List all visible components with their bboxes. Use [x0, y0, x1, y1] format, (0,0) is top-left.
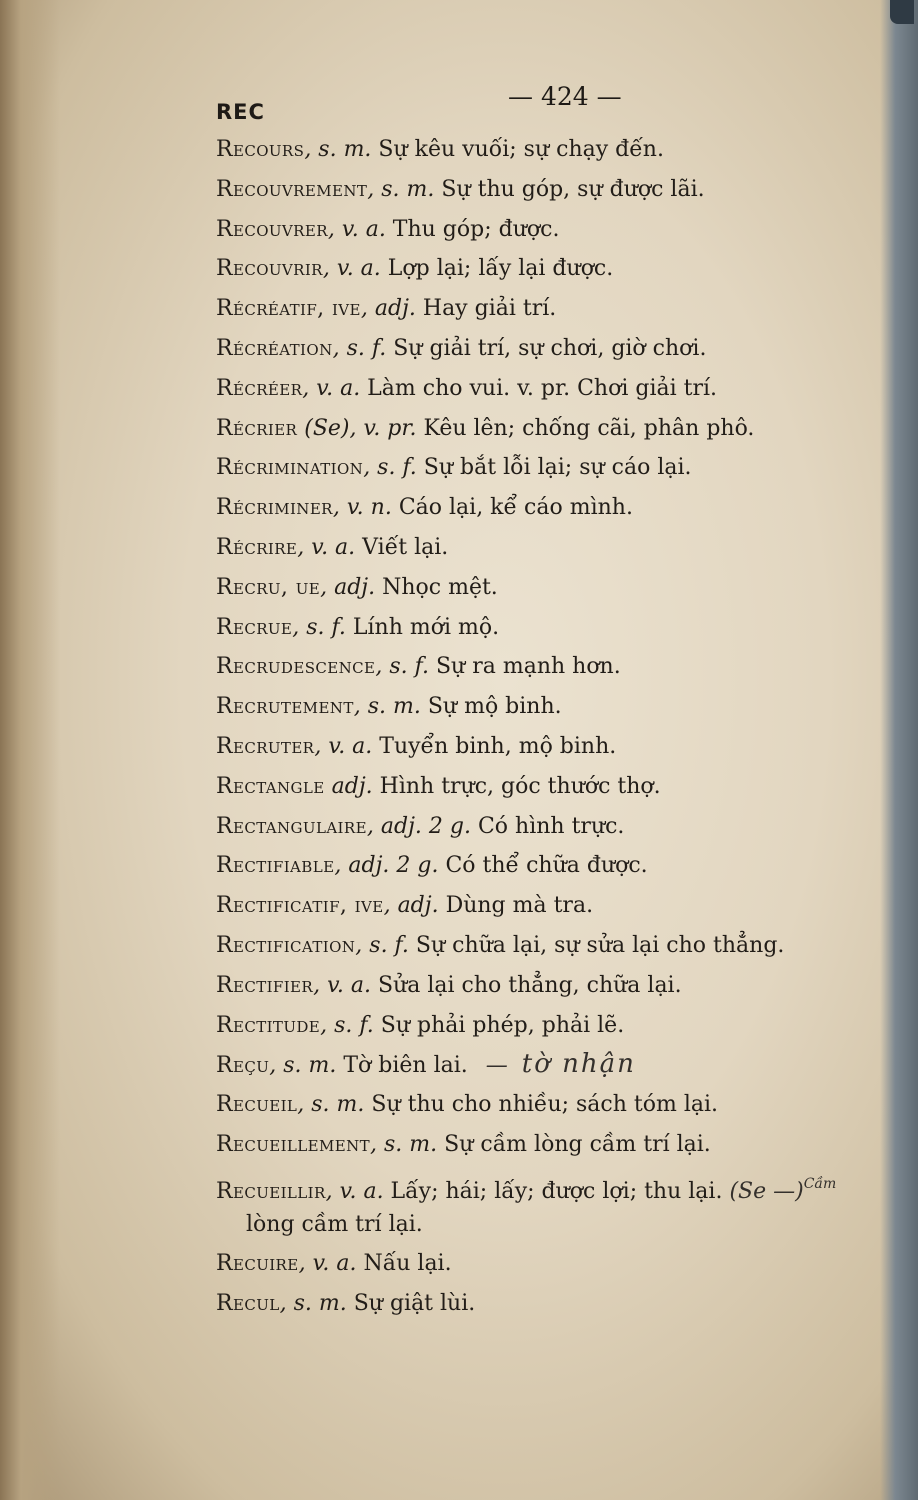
dictionary-entries [216, 130, 876, 1324]
definition: Viết lại. [355, 534, 449, 560]
grammar-label: , s. f. [292, 614, 346, 640]
headword: Récréer [216, 375, 303, 401]
grammar-label: , v. a. [327, 216, 386, 242]
definition: Sự giật lùi. [346, 1291, 476, 1317]
definition: Sự thu cho nhiều; sách tóm lại. [364, 1092, 719, 1118]
definition: Sửa lại cho thẳng, chữa lại. [371, 972, 682, 998]
definition: Sự giải trí, sự chơi, giờ chơi. [386, 335, 707, 361]
binding-shadow [0, 0, 60, 1500]
grammar-label: , v. a. [325, 1178, 384, 1204]
definition: Thu góp; được. [385, 216, 560, 242]
definition: Sự ra mạnh hơn. [428, 654, 621, 680]
grammar-label: , v. a. [314, 733, 373, 759]
definition: Lấy; hái; lấy; được lợi; thu lại. [383, 1178, 723, 1204]
definition: Tuyển binh, mộ binh. [372, 733, 617, 759]
grammar-label: , s. m. [370, 1131, 438, 1157]
headword: Récrier [216, 415, 298, 441]
definition: Có thể chữa được. [438, 853, 648, 879]
definition: Sự kêu vuối; sự chạy đến. [371, 137, 664, 162]
grammar-label: , s. m. [297, 1092, 365, 1118]
definition: Nhọc mệt. [375, 574, 498, 600]
grammar-label: , s. m. [367, 176, 435, 202]
dictionary-entry [216, 966, 876, 1006]
grammar-label: , adj. 2 g. [334, 853, 439, 879]
headword: Recouvrement [216, 176, 368, 202]
dictionary-entry [216, 886, 876, 926]
definition: Tờ biên lai. [336, 1053, 468, 1079]
headword: Rectificatif, ive [216, 893, 384, 919]
headword: Recouvrir [216, 256, 323, 282]
grammar-label: (Se), v. pr. [297, 415, 417, 441]
definition: Có hình trực. [470, 813, 625, 839]
dictionary-entry [216, 170, 876, 210]
headword: Reçu [216, 1053, 270, 1079]
definition: Lợp lại; lấy lại được. [380, 256, 614, 282]
definition: Hình trực, góc thước thợ. [372, 773, 661, 799]
handwritten-note: tờ nhận [521, 1049, 636, 1080]
grammar-label: , v. a. [322, 256, 381, 282]
headword: Recrue [216, 614, 293, 640]
dictionary-entry [216, 846, 876, 886]
dictionary-entry [216, 727, 876, 767]
grammar-label: , v. a. [313, 972, 372, 998]
headword: Recueil [216, 1092, 298, 1118]
definition: Sự phải phép, phải lẽ. [373, 1012, 625, 1038]
dictionary-entry [216, 608, 876, 648]
grammar-label: , v. a. [298, 1251, 357, 1277]
grammar-label: , v. n. [332, 495, 392, 521]
dictionary-entry [216, 1006, 876, 1046]
headword: Rectifier [216, 972, 314, 998]
grammar-label: , s. m. [304, 137, 372, 162]
headword: Recueillement [216, 1131, 371, 1157]
dictionary-entry [216, 807, 876, 847]
dictionary-entry [216, 369, 876, 409]
entry-continuation [216, 1205, 876, 1245]
headword: Recrudescence [216, 654, 376, 680]
page-number: — 424 — [508, 82, 622, 111]
headword: Recouvrer [216, 216, 328, 242]
handwritten-note: (Se —) [729, 1178, 804, 1204]
headword: Rectification [216, 932, 356, 958]
definition: Sự mộ binh. [420, 694, 562, 720]
definition: lòng cầm trí lại. [246, 1211, 423, 1237]
headword: Récréation [216, 335, 333, 361]
definition: Làm cho vui. v. pr. Chơi giải trí. [360, 375, 718, 401]
handwritten-note-small: Cầm [803, 1175, 837, 1192]
definition: Sự cầm lòng cầm trí lại. [437, 1131, 711, 1157]
dictionary-entry [216, 647, 876, 687]
headword: Recueillir [216, 1178, 326, 1204]
definition: Dùng mà tra. [438, 893, 594, 919]
dictionary-entry [216, 409, 876, 449]
dictionary-entry [216, 130, 876, 170]
headword: Récriminer [216, 495, 333, 521]
headword: Recuire [216, 1251, 299, 1277]
grammar-label: , s. f. [363, 455, 417, 481]
grammar-label: , adj. 2 g. [366, 813, 471, 839]
headword: Récrimination [216, 455, 364, 481]
grammar-label: , s. m. [279, 1291, 347, 1317]
dictionary-entry [216, 1045, 876, 1085]
headword: Récrire [216, 534, 298, 560]
dictionary-entry [216, 1085, 876, 1125]
dictionary-entry [216, 329, 876, 369]
definition: Hay giải trí. [415, 296, 557, 322]
dictionary-entry [216, 1244, 876, 1284]
headword: Rectangulaire [216, 813, 367, 839]
dictionary-entry [216, 289, 876, 329]
definition: Nấu lại. [356, 1251, 452, 1277]
headword: Rectangle [216, 773, 325, 799]
grammar-label: , s. m. [353, 694, 421, 720]
grammar-label: , v. a. [302, 375, 361, 401]
definition: Sự bắt lỗi lại; sự cáo lại. [416, 455, 692, 481]
dictionary-entry [216, 1284, 876, 1324]
dictionary-entry [216, 488, 876, 528]
margin-dash: — [485, 1053, 508, 1079]
dictionary-entry [216, 249, 876, 289]
grammar-label: , adj. [383, 893, 439, 919]
grammar-label: adj. [324, 773, 373, 799]
dictionary-entry [216, 528, 876, 568]
definition: Lính mới mộ. [345, 614, 500, 640]
grammar-label: , adj. [320, 574, 376, 600]
dictionary-entry [216, 1125, 876, 1165]
definition: Kêu lên; chống cãi, phân phô. [416, 415, 755, 441]
headword: Rectitude [216, 1012, 321, 1038]
definition: Sự thu góp, sự được lãi. [434, 176, 705, 202]
definition: Cáo lại, kể cáo mình. [391, 495, 633, 521]
grammar-label: , s. m. [269, 1053, 337, 1079]
cover-corner [890, 0, 914, 24]
dictionary-entry [216, 926, 876, 966]
grammar-label: , s. f. [355, 932, 409, 958]
grammar-label: , v. a. [297, 534, 356, 560]
headword: Recours [216, 137, 305, 162]
grammar-label: , s. f. [320, 1012, 374, 1038]
dictionary-entry [216, 210, 876, 250]
grammar-label: , s. f. [375, 654, 429, 680]
dictionary-entry [216, 1165, 876, 1205]
dictionary-entry [216, 687, 876, 727]
headword: Recrutement [216, 694, 354, 720]
headword: Recul [216, 1291, 280, 1317]
dictionary-entry [216, 448, 876, 488]
headword: Recruter [216, 733, 315, 759]
grammar-label: , adj. [360, 296, 416, 322]
headword: Rectifiable [216, 853, 335, 879]
dictionary-entry [216, 767, 876, 807]
section-heading: REC [216, 100, 265, 124]
grammar-label: , s. f. [332, 335, 387, 361]
headword: Récréatif, ive [216, 296, 361, 322]
dictionary-entry [216, 568, 876, 608]
definition: Sự chữa lại, sự sửa lại cho thẳng. [408, 932, 785, 958]
headword: Recru, ue [216, 574, 321, 600]
book-edge [880, 0, 918, 1500]
